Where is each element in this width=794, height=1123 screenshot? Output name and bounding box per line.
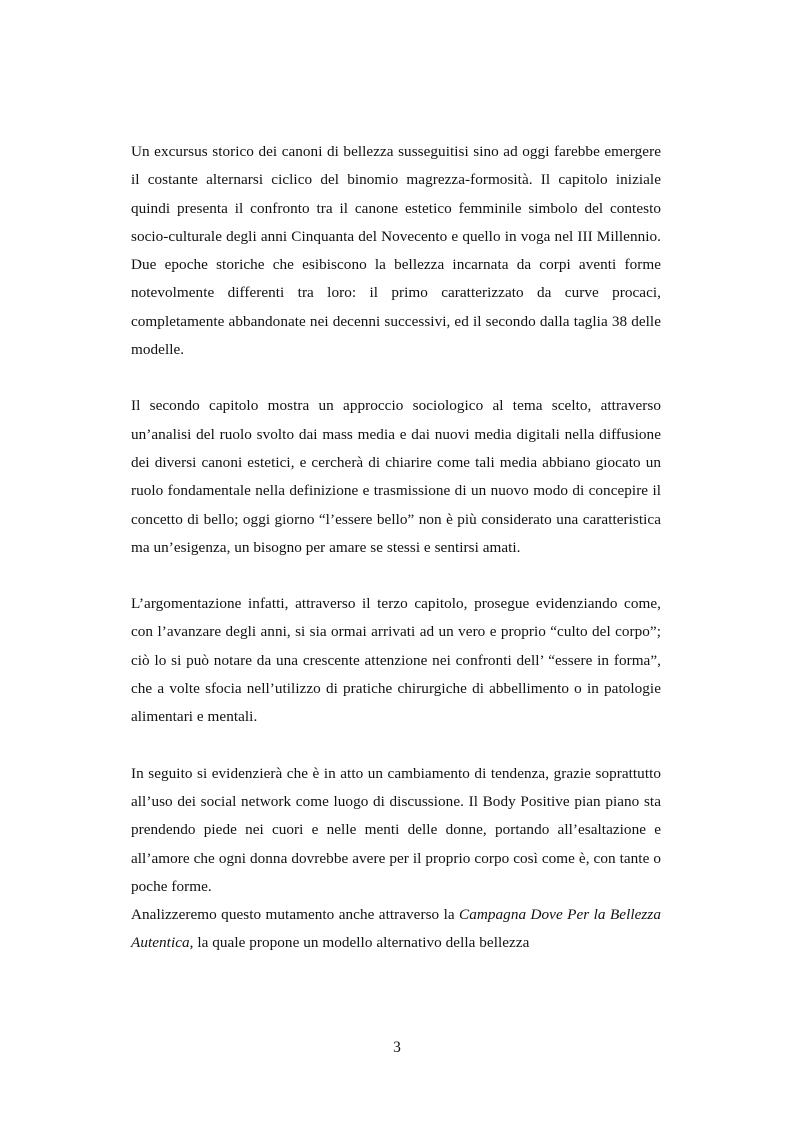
paragraph-5-intro: Analizzeremo questo mutamento anche attraverso la [131,906,460,924]
page-number: 3 [393,1039,401,1056]
paragraph-2: Il secondo capitolo mostra un approccio sociologico al tema scelto, attraverso un’analisi del ruolo svolto dai mass media e dai nuovi media digitali nella diffusione dei diversi canoni estetici, e cercherà di chiarire come tali media abbiano giocato un ruolo fondamentale nella definizione e trasmissione di un nuovo modo di concepire il concetto di bello; oggi giorno “l’essere bello” non è più considerato una caratteristica ma un’esigenza, un bisogno per amare se stessi e sentirsi amati. [131,397,661,556]
paragraph-1: Un excursus storico dei canoni di bellezza susseguitisi sino ad oggi farebbe emergere il costante alternarsi ciclico del binomio magrezza-formosità. Il capitolo iniziale quindi presenta il confronto tra il canone estetico femminile simbolo del contesto socio-culturale degli anni Cinquanta del Novecento e quello in voga nel III Millennio. Due epoche storiche che esibiscono la bellezza incarnata da corpi aventi forme notevolmente differenti tra loro: il primo caratterizzato da curve procaci, completamente abbandonate nei decenni successivi, ed il secondo dalla taglia 38 delle modelle. [131,143,661,359]
paragraph-5-rest: , la quale propone un modello alternativo della bellezza [189,934,530,952]
paragraph-3: L’argomentazione infatti, attraverso il terzo capitolo, prosegue evidenziando come, con l’avanzare degli anni, si sia ormai arrivati ad un vero e proprio “culto del corpo”; ciò lo si può notare da una crescente attenzione nei confronti dell’ “essere in forma”, che a volte sfocia nell’utilizzo di pratiche chirurgiche di abbellimento o in patologie alimentari e mentali. [131,595,661,726]
paragraph-4: In seguito si evidenzierà che è in atto un cambiamento di tendenza, grazie soprattutto all’uso dei social network come luogo di discussione. Il Body Positive pian piano sta prendendo piede nei cuori e nelle menti delle donne, portando all’esaltazione e all’amore che ogni donna dovrebbe avere per il proprio corpo così come è, con tante o poche forme. [131,764,661,895]
body-text [131,138,661,958]
campaign-title: Campagna Dove Per la Bellezza Autentica [131,906,661,952]
paragraph-5 [131,901,661,958]
